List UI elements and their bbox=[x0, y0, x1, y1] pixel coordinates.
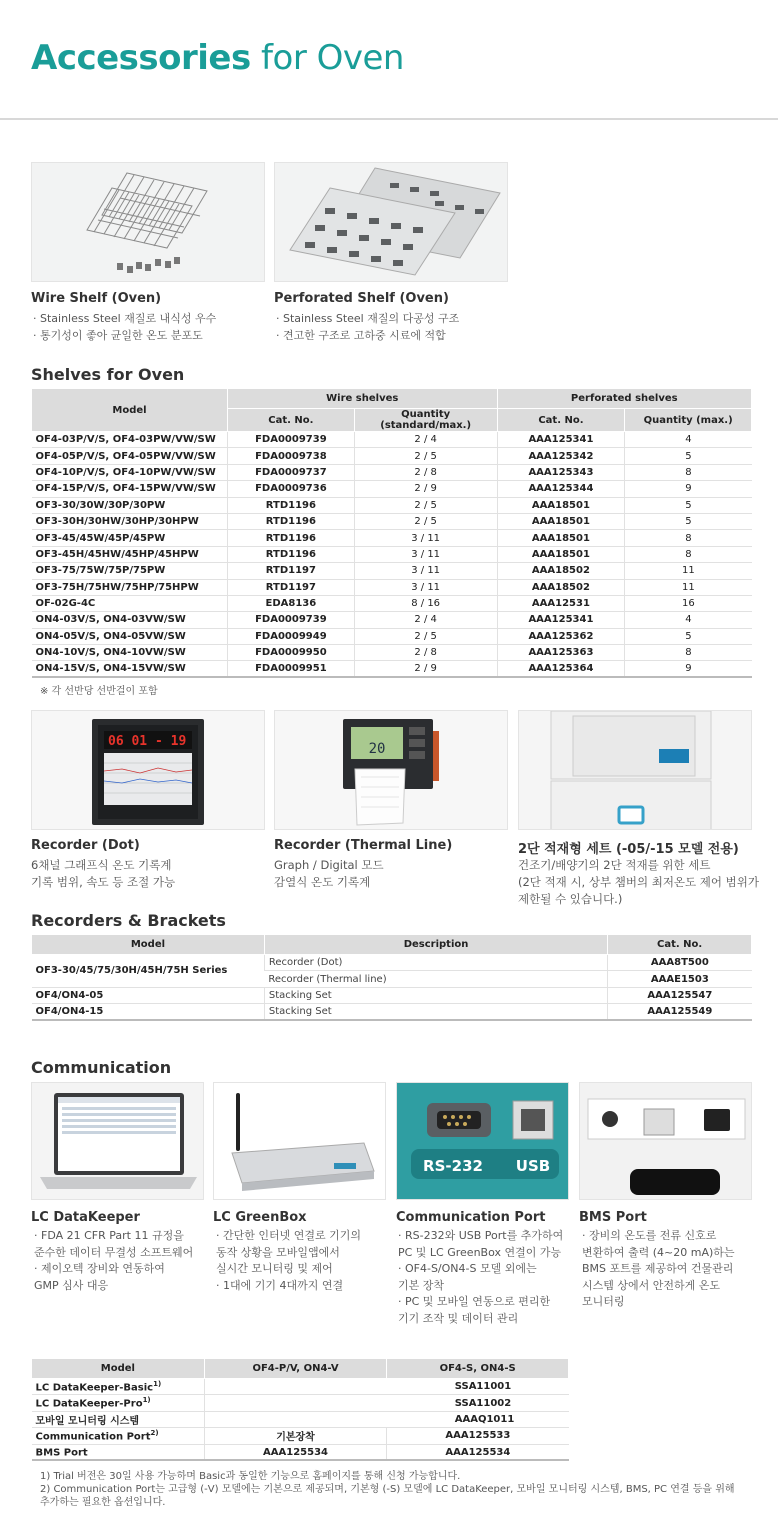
perf-qty-cell: 8 bbox=[625, 464, 752, 480]
recorder-dot-title: Recorder (Dot) bbox=[31, 838, 140, 853]
wire-qty-cell: 2 / 4 bbox=[354, 432, 497, 448]
recorder-thermal-title: Recorder (Thermal Line) bbox=[274, 838, 453, 853]
table-row bbox=[32, 1411, 569, 1427]
comm-model-cell: 모바일 모니터링 시스템 bbox=[32, 1411, 205, 1427]
perf-qty-cell: 11 bbox=[625, 563, 752, 579]
perforated-shelf-desc: · Stainless Steel 재질의 다공성 구조 · 견고한 구조로 고하중 시료에 적합 bbox=[276, 312, 460, 342]
comm-pv-cell bbox=[204, 1379, 386, 1395]
perf-qty-cell: 9 bbox=[625, 661, 752, 677]
wire-qty-cell: 2 / 9 bbox=[354, 661, 497, 677]
comm-model-cell: BMS Port bbox=[32, 1444, 205, 1460]
table-row bbox=[32, 432, 752, 448]
lc-datakeeper-title: LC DataKeeper bbox=[31, 1210, 140, 1225]
table-row bbox=[32, 481, 752, 497]
communication-port-desc: · RS-232와 USB Port를 추가하여 PC 및 LC GreenBox 연결이 가능 · OF4-S/ON4-S 모델 외에는 기본 장착 · PC 및 모바일 연동으로 편리한 기기 조작 및 데이터 관리 bbox=[398, 1229, 564, 1325]
perf-cat-cell: AAA12531 bbox=[497, 595, 625, 611]
page-title: Accessories for Oven bbox=[31, 38, 404, 78]
communication-table bbox=[31, 1358, 569, 1461]
model-cell: ON4-15V/S, ON4-15VW/SW bbox=[32, 661, 228, 677]
comm-pv-cell bbox=[204, 1411, 386, 1427]
comm-col-model: Model bbox=[32, 1359, 205, 1379]
model-cell: OF4-03P/V/S, OF4-03PW/VW/SW bbox=[32, 432, 228, 448]
perf-cat-cell: AAA125344 bbox=[497, 481, 625, 497]
recorder-dot-image bbox=[31, 710, 265, 830]
wire-qty-cell: 2 / 9 bbox=[354, 481, 497, 497]
shelves-note: ※ 각 선반당 선반걸이 포함 bbox=[40, 686, 158, 697]
wire-qty-cell: 2 / 5 bbox=[354, 513, 497, 529]
table-row bbox=[32, 546, 752, 562]
rs232-label: RS-232 bbox=[423, 1157, 483, 1175]
perf-qty-cell: 11 bbox=[625, 579, 752, 595]
footnote-mark: 1) bbox=[153, 1380, 162, 1389]
perf-qty-cell: 4 bbox=[625, 612, 752, 628]
table-row bbox=[32, 530, 752, 546]
perf-qty-cell: 16 bbox=[625, 595, 752, 611]
col-perf-qty: Quantity (max.) bbox=[625, 409, 752, 432]
perf-cat-cell: AAA125364 bbox=[497, 661, 625, 677]
wire-shelf-desc: · Stainless Steel 재질로 내식성 우수 · 통기성이 좋아 균일한 온도 분포도 bbox=[33, 312, 217, 342]
shelves-section-title: Shelves for Oven bbox=[31, 365, 185, 384]
table-row bbox=[32, 1428, 569, 1444]
model-cell: ON4-03V/S, ON4-03VW/SW bbox=[32, 612, 228, 628]
col-wire-qty: Quantity (standard/max.) bbox=[354, 409, 497, 432]
perf-qty-cell: 4 bbox=[625, 432, 752, 448]
perf-qty-cell: 5 bbox=[625, 628, 752, 644]
wire-qty-cell: 2 / 8 bbox=[354, 464, 497, 480]
comm-col-pv: OF4-P/V, ON4-V bbox=[204, 1359, 386, 1379]
perf-cat-cell: AAA18502 bbox=[497, 579, 625, 595]
recorder-dot-display: 06 01 - 19 bbox=[108, 734, 187, 749]
comm-pv-cell: 기본장착 bbox=[204, 1428, 386, 1444]
table-row bbox=[32, 448, 752, 464]
model-cell: OF4-10P/V/S, OF4-10PW/VW/SW bbox=[32, 464, 228, 480]
table-row: Recorder (Thermal line) AAAE1503 bbox=[32, 971, 752, 987]
wire-cat-cell: EDA8136 bbox=[227, 595, 354, 611]
table-row bbox=[32, 1395, 569, 1411]
table-row bbox=[32, 612, 752, 628]
perf-cat-cell: AAA18501 bbox=[497, 513, 625, 529]
wire-cat-cell: FDA0009950 bbox=[227, 645, 354, 661]
table-row: OF3-30/45/75/30H/45H/75H Series Recorder (Dot) AAA8T500 bbox=[32, 955, 752, 971]
model-cell: ON4-05V/S, ON4-05VW/SW bbox=[32, 628, 228, 644]
wire-cat-cell: FDA0009739 bbox=[227, 432, 354, 448]
recorder-thermal-image bbox=[274, 710, 508, 830]
comm-model-cell: LC DataKeeper-Pro$^{1)}$ bbox=[32, 1395, 205, 1411]
model-cell: OF3-45/45W/45P/45PW bbox=[32, 530, 228, 546]
bms-port-desc: · 장비의 온도를 전류 신호로 변환하여 출력 (4~20 mA)하는 BMS 포트를 제공하여 건물관리 시스템 상에서 안전하게 온도 모니터링 bbox=[582, 1229, 735, 1308]
wire-cat-cell: RTD1197 bbox=[227, 563, 354, 579]
table-row bbox=[32, 513, 752, 529]
col-model: Model bbox=[32, 389, 228, 432]
recorders-table bbox=[31, 934, 752, 1021]
wire-qty-cell: 2 / 4 bbox=[354, 612, 497, 628]
perf-cat-cell: AAA125341 bbox=[497, 612, 625, 628]
rb-col-model: Model bbox=[32, 935, 265, 955]
wire-cat-cell: FDA0009737 bbox=[227, 464, 354, 480]
model-cell: OF3-45H/45HW/45HP/45HPW bbox=[32, 546, 228, 562]
perf-cat-cell: AAA18501 bbox=[497, 497, 625, 513]
table-row bbox=[32, 497, 752, 513]
lc-datakeeper-desc: · FDA 21 CFR Part 11 규정을 준수한 데이터 무결성 소프트웨어 · 제이오텍 장비와 연동하여 GMP 심사 대응 bbox=[34, 1229, 194, 1292]
footnote-mark: 2) bbox=[150, 1429, 159, 1438]
lc-datakeeper-image bbox=[31, 1082, 204, 1200]
wire-qty-cell: 3 / 11 bbox=[354, 530, 497, 546]
wire-qty-cell: 2 / 5 bbox=[354, 497, 497, 513]
wire-cat-cell: RTD1196 bbox=[227, 497, 354, 513]
footnote-mark: 1) bbox=[142, 1396, 151, 1405]
perf-qty-cell: 5 bbox=[625, 497, 752, 513]
comm-s-cell: SSA11001 bbox=[387, 1379, 569, 1395]
rb-col-cat: Cat. No. bbox=[608, 935, 752, 955]
comm-s-cell: AAA125533 bbox=[387, 1428, 569, 1444]
perf-qty-cell: 8 bbox=[625, 530, 752, 546]
wire-qty-cell: 8 / 16 bbox=[354, 595, 497, 611]
model-cell: OF3-75/75W/75P/75PW bbox=[32, 563, 228, 579]
model-cell: OF4-15P/V/S, OF4-15PW/VW/SW bbox=[32, 481, 228, 497]
col-wire-shelves: Wire shelves bbox=[227, 389, 497, 409]
bms-port-image bbox=[579, 1082, 752, 1200]
wire-cat-cell: RTD1197 bbox=[227, 579, 354, 595]
table-row: OF4/ON4-15 Stacking Set AAA125549 bbox=[32, 1004, 752, 1020]
table-row bbox=[32, 1444, 569, 1460]
wire-qty-cell: 2 / 8 bbox=[354, 645, 497, 661]
comm-col-s: OF4-S, ON4-S bbox=[387, 1359, 569, 1379]
comm-model-cell: Communication Port$^{2)}$ bbox=[32, 1428, 205, 1444]
communication-port-title: Communication Port bbox=[396, 1210, 546, 1225]
wire-cat-cell: FDA0009949 bbox=[227, 628, 354, 644]
wire-shelf-title: Wire Shelf (Oven) bbox=[31, 291, 162, 306]
perf-cat-cell: AAA125341 bbox=[497, 432, 625, 448]
wire-qty-cell: 3 / 11 bbox=[354, 546, 497, 562]
footnotes: 1) Trial 버전은 30일 사용 가능하며 Basic과 동일한 기능으로 홈페이지를 통해 신청 가능합니다. 2) Communication Port는 고급형 (-V) 모델에는 기본으로 제공되며, 기본형 (-S) 모델에 LC DataKeeper, 모바일 모니터링 시스템, BMS, PC 연결 등을 위해 추가하는 필요한 옵션입니다. bbox=[40, 1471, 735, 1508]
table-row bbox=[32, 645, 752, 661]
stacking-set-image bbox=[518, 710, 752, 830]
title-divider bbox=[0, 118, 778, 120]
perforated-shelf-image bbox=[274, 162, 508, 282]
model-cell: OF-02G-4C bbox=[32, 595, 228, 611]
col-perf-cat: Cat. No. bbox=[497, 409, 625, 432]
perf-cat-cell: AAA125342 bbox=[497, 448, 625, 464]
rb-col-desc: Description bbox=[264, 935, 607, 955]
lc-greenbox-image bbox=[213, 1082, 386, 1200]
model-cell: OF3-30/30W/30P/30PW bbox=[32, 497, 228, 513]
table-row bbox=[32, 628, 752, 644]
perf-cat-cell: AAA125363 bbox=[497, 645, 625, 661]
wire-qty-cell: 3 / 11 bbox=[354, 579, 497, 595]
col-wire-cat: Cat. No. bbox=[227, 409, 354, 432]
table-row bbox=[32, 579, 752, 595]
wire-cat-cell: RTD1196 bbox=[227, 530, 354, 546]
table-row: OF4/ON4-05 Stacking Set AAA125547 bbox=[32, 987, 752, 1003]
perf-cat-cell: AAA125343 bbox=[497, 464, 625, 480]
wire-cat-cell: FDA0009739 bbox=[227, 612, 354, 628]
comm-pv-cell: AAA125534 bbox=[204, 1444, 386, 1460]
usb-label: USB bbox=[515, 1157, 551, 1175]
comm-s-cell: AAAQ1011 bbox=[387, 1411, 569, 1427]
comm-s-cell: AAA125534 bbox=[387, 1444, 569, 1460]
bms-port-title: BMS Port bbox=[579, 1210, 647, 1225]
wire-cat-cell: FDA0009738 bbox=[227, 448, 354, 464]
wire-qty-cell: 3 / 11 bbox=[354, 563, 497, 579]
model-cell: OF4-05P/V/S, OF4-05PW/VW/SW bbox=[32, 448, 228, 464]
model-cell: OF3-75H/75HW/75HP/75HPW bbox=[32, 579, 228, 595]
lc-greenbox-title: LC GreenBox bbox=[213, 1210, 307, 1225]
recorder-thermal-display: 20 bbox=[368, 741, 386, 757]
perf-qty-cell: 8 bbox=[625, 645, 752, 661]
table-row bbox=[32, 563, 752, 579]
model-cell: OF3-30H/30HW/30HP/30HPW bbox=[32, 513, 228, 529]
perf-qty-cell: 9 bbox=[625, 481, 752, 497]
perforated-shelf-title: Perforated Shelf (Oven) bbox=[274, 291, 449, 306]
wire-cat-cell: RTD1196 bbox=[227, 546, 354, 562]
table-row bbox=[32, 661, 752, 677]
stacking-set-desc: 건조기/배양기의 2단 적재를 위한 세트 (2단 적재 시, 상부 챔버의 최저온도 제어 범위가 제한될 수 있습니다.) bbox=[518, 858, 760, 906]
comm-s-cell: SSA11002 bbox=[387, 1395, 569, 1411]
wire-cat-cell: RTD1196 bbox=[227, 513, 354, 529]
communication-port-image bbox=[396, 1082, 569, 1200]
communication-section-title: Communication bbox=[31, 1058, 172, 1077]
stacking-set-title: 2단 적재형 세트 (-05/-15 모델 전용) bbox=[518, 842, 739, 857]
comm-model-cell: LC DataKeeper-Basic$^{1)}$ bbox=[32, 1379, 205, 1395]
lc-greenbox-desc: · 간단한 인터넷 연결로 기기의 동작 상황을 모바일앱에서 실시간 모니터링 및 제어 · 1대에 기기 4대까지 연결 bbox=[216, 1229, 361, 1292]
perf-cat-cell: AAA18502 bbox=[497, 563, 625, 579]
table-row bbox=[32, 464, 752, 480]
perf-cat-cell: AAA18501 bbox=[497, 546, 625, 562]
comm-pv-cell bbox=[204, 1395, 386, 1411]
recorder-thermal-desc: Graph / Digital 모드 감열식 온도 기록계 bbox=[274, 858, 384, 889]
wire-cat-cell: FDA0009736 bbox=[227, 481, 354, 497]
perf-cat-cell: AAA125362 bbox=[497, 628, 625, 644]
recorder-dot-desc: 6채널 그래프식 온도 기록계 기록 범위, 속도 등 조절 가능 bbox=[31, 858, 176, 889]
table-row bbox=[32, 595, 752, 611]
col-perforated-shelves: Perforated shelves bbox=[497, 389, 751, 409]
table-row bbox=[32, 1379, 569, 1395]
shelves-table bbox=[31, 388, 752, 678]
perf-qty-cell: 5 bbox=[625, 513, 752, 529]
recorders-section-title: Recorders & Brackets bbox=[31, 911, 226, 930]
wire-qty-cell: 2 / 5 bbox=[354, 448, 497, 464]
wire-cat-cell: FDA0009951 bbox=[227, 661, 354, 677]
perf-qty-cell: 5 bbox=[625, 448, 752, 464]
perf-cat-cell: AAA18501 bbox=[497, 530, 625, 546]
wire-shelf-image bbox=[31, 162, 265, 282]
wire-qty-cell: 2 / 5 bbox=[354, 628, 497, 644]
perf-qty-cell: 8 bbox=[625, 546, 752, 562]
model-cell: ON4-10V/S, ON4-10VW/SW bbox=[32, 645, 228, 661]
